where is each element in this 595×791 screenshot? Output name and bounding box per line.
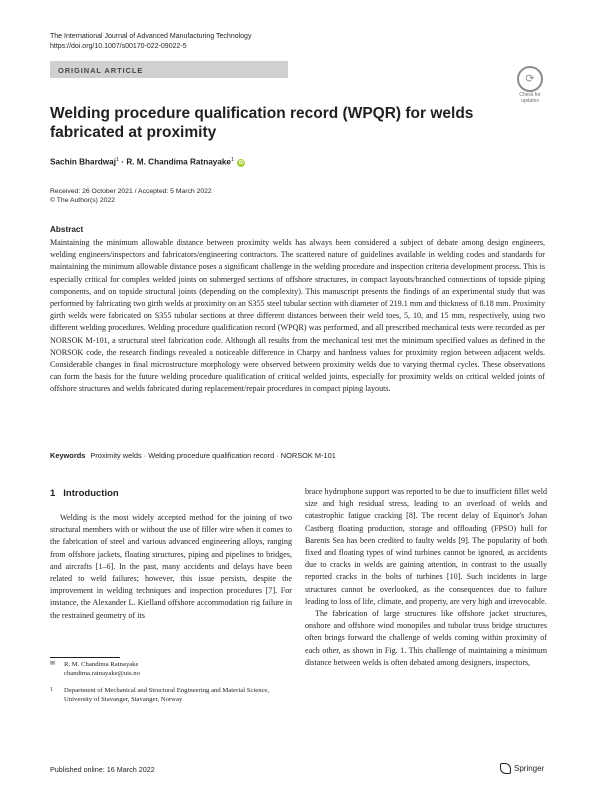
keywords-heading: Keywords [50, 451, 86, 460]
orcid-icon[interactable]: iD [238, 159, 244, 166]
corresponding-name: R. M. Chandima Ratnayake [64, 661, 139, 668]
article-dates [50, 187, 212, 205]
copyright: © The Author(s) 2022 [50, 197, 115, 204]
abstract-text: Maintaining the minimum allowable distance between proximity welds has always been considered a subject of debate among design engineers, welding engineers/inspectors and fabricators/engineering contractors. The scattered nature of guidelines available in welding codes and standards for maintaining the minimum allowable distance poses a significant challenge in the welding procedure and inspection criteria development process. This is especially critical for complex welded joints on submerged sections of offshore structures, in compact layouts/branched connections of topside piping components, and on topside structural joints (depending on the complexity). This manuscript presents the findings of an experimental study that was performed by fabricating two girth welds at proximity on an S355 steel tubular section with diameter of 219.1 mm and thickness of 8.18 mm. Proximity girth welds were fabricated on S355 tubular sections at three different distances between their weld toes, 5, 10, and 15 mm, respectively, using two different welding procedures. Welding procedure qualification record (WPQR) was performed, and all prescribed mechanical tests were recorded as per NORSOK M-101, a structural steel fabrication code. Although all results from the mechanical test met the minimum specified values as defined in the NORSOK code, the research findings revealed a noticeable difference in Charpy and hardness values for proximity region between adjacent welds. Considerable changes in final microstructure morphology were observed between proximity welds due to varying thermal cycles. These observations can form the basis for the future welding procedure qualification of critical welded joints, especially for proximity welds on critical welded joints of offshore structures and welds fabricated during replacement/repair procedures in compact piping layouts. [50, 238, 545, 394]
check-for-updates-badge[interactable] [514, 66, 546, 104]
author-separator: · [119, 157, 127, 167]
corresponding-email[interactable]: chandima.ratnayake@uis.no [64, 670, 140, 677]
publisher-name: Springer [514, 764, 545, 773]
author-1-affiliation: 1 [115, 157, 120, 163]
article-title: Welding procedure qualification record (WPQR) for welds fabricated at proximity [50, 105, 474, 141]
journal-name: The International Journal of Advanced Manufacturing Technology [50, 33, 252, 40]
footnotes [50, 660, 290, 712]
article-type: ORIGINAL ARTICLE [58, 66, 144, 75]
keywords [50, 451, 336, 460]
affiliation-text: Department of Mechanical and Structural Engineering and Material Science, University of Stavanger, Stavanger, Norway [64, 687, 270, 703]
journal-header [50, 32, 251, 52]
section-title: Introduction [63, 488, 119, 499]
paragraph: The fabrication of large structures like offshore jacket structures, onshore and offshore wind monopiles and tubular truss bridge structures often brings forward the challenge of welds coming within proximity of each other, as shown in Fig. 1. This challenge of maintaining a minimum distance between welds is often debated among designers, inspectors, [305, 609, 547, 667]
journal-doi[interactable]: https://doi.org/10.1007/s00170-022-09022-5 [50, 43, 187, 50]
affiliation-marker: 1 [50, 687, 53, 693]
section-heading [50, 488, 119, 499]
paragraph: Welding is the most widely accepted method for the joining of two structural members with or without the use of filler wire when it comes to the fabrication of steel and various advanced engineering alloys, ranging from offshore jackets, floating structures, piping and pipelines to bridges, and aircrafts [1–6]. In the past, many accidents and delays have been related to weld failures; however, this issue persists, despite the improvement in welding techniques and inspection procedures [7]. For instance, the Alexander L. Kielland offshore accommodation rig failure in the restrained geometry of its [50, 513, 292, 620]
corresponding-author [50, 660, 290, 678]
footnote-rule [50, 657, 120, 658]
affiliation [50, 686, 290, 704]
right-column [305, 486, 547, 669]
publisher-logo [500, 763, 544, 774]
received-accepted: Received: 26 October 2021 / Accepted: 5 March 2022 [50, 188, 212, 195]
author-1[interactable]: Sachin Bhardwaj [50, 157, 116, 167]
author-2-affiliation: 1 [230, 157, 235, 163]
check-for-updates-label: Check for updates [519, 92, 541, 104]
published-online: Published online: 16 March 2022 [50, 765, 155, 774]
author-list [50, 157, 245, 167]
check-for-updates-icon: ⟳ [517, 66, 543, 92]
left-column [50, 512, 292, 622]
abstract-heading: Abstract [50, 225, 84, 234]
author-2[interactable]: R. M. Chandima Ratnayake [126, 157, 231, 167]
keywords-text: Proximity welds · Welding procedure qualification record · NORSOK M-101 [90, 451, 336, 460]
envelope-icon: ✉ [50, 661, 56, 667]
paragraph: brace hydrophone support was reported to be due to insufficient fillet weld size and high residual stress, leading to an overload of welds and catastrophic fatigue cracking [8]. The recent delay of Equinor's Johan Castberg floating production, storage and offloading (FPSO) hull for Barents Sea has been credited to faulty welds [9]. The popularity of both fixed and floating types of wind turbines cannot be ignored, as accidents due to cracks in welds are gaining attention, in contrast to the usually reported cracks in the bolts of turbines [10]. Such incidents in large structures cannot be overlooked, as the consequences due to failure leading to loss of life, climate, and property, are very high and irrevocable. [305, 487, 547, 606]
springer-horse-icon [500, 763, 511, 774]
section-number: 1 [50, 488, 56, 499]
